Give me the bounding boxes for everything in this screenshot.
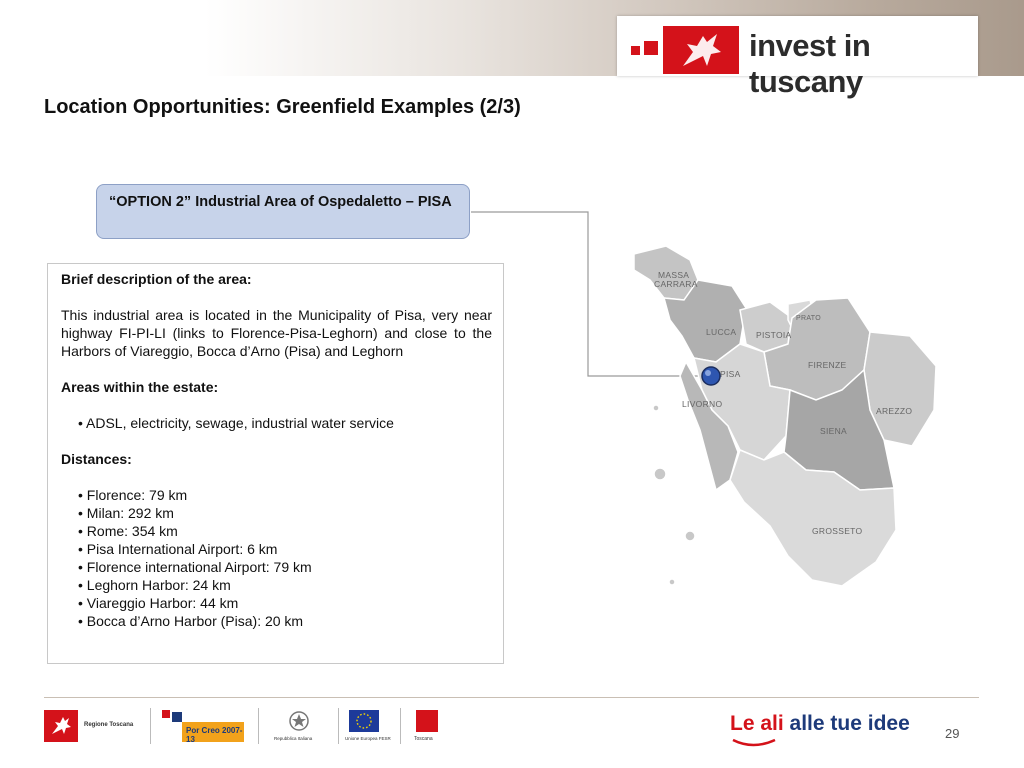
brief-text: This industrial area is located in the Municipality of Pisa, very near highway FI-PI-LI (links to Florence-Pisa-Leghorn) and close to the Harbors of Viareggio, Bocca d’Arno (Pisa) and Leghorn	[61, 307, 492, 359]
toscana-logo: Toscana	[410, 708, 450, 744]
label-grosseto: GROSSETO	[812, 526, 863, 536]
list-item: • Milan: 292 km	[78, 505, 174, 521]
slogan-swoosh	[731, 738, 777, 748]
footer-separator	[150, 708, 151, 744]
list-item: • Florence: 79 km	[78, 487, 188, 503]
logo-red-block	[663, 26, 739, 74]
list-item: • Pisa International Airport: 6 km	[78, 541, 278, 557]
list-item: • Leghorn Harbor: 24 km	[78, 577, 231, 593]
label-lucca: LUCCA	[706, 327, 737, 337]
regione-toscana-logo: Regione Toscana	[44, 708, 140, 744]
footer-divider	[44, 697, 979, 698]
label-arezzo: AREZZO	[876, 406, 913, 416]
footer-separator	[400, 708, 401, 744]
eu-stars-icon	[349, 710, 379, 732]
label-prato: PRATO	[796, 315, 821, 322]
label-livorno: LIVORNO	[682, 399, 723, 409]
footer-separator	[338, 708, 339, 744]
slogan-red-text: Le ali	[730, 712, 784, 735]
pegasus-icon	[663, 26, 739, 74]
footer-separator	[258, 708, 259, 744]
brief-heading: Brief description of the area:	[61, 271, 252, 287]
emblem-icon	[288, 710, 310, 732]
unione-europea-logo: Unione Europea FESR	[345, 708, 391, 744]
slogan	[730, 712, 910, 736]
list-item: • Florence international Airport: 79 km	[78, 559, 312, 575]
label-siena: SIENA	[820, 426, 848, 436]
slogan-text: alle tue idee	[783, 712, 910, 735]
por-creo-logo: Por Creo 2007-13	[160, 708, 250, 744]
pegasus-small-icon	[48, 714, 74, 738]
logo-square-medium	[644, 41, 658, 55]
label-pistoia: PISTOIA	[756, 330, 792, 340]
list-item: • Rome: 354 km	[78, 523, 178, 539]
brand-text: invest in tuscany	[749, 28, 871, 99]
tuscany-map	[620, 240, 960, 610]
option-callout: “OPTION 2” Industrial Area of Ospedaletto – PISA	[96, 184, 470, 239]
list-item: • Viareggio Harbor: 44 km	[78, 595, 239, 611]
page-title: Location Opportunities: Greenfield Examples (2/3)	[44, 96, 521, 118]
location-marker	[702, 367, 720, 385]
distances-heading: Distances:	[61, 451, 132, 467]
description-box	[47, 263, 504, 664]
label-carrara: CARRARA	[654, 279, 698, 289]
areas-heading: Areas within the estate:	[61, 379, 219, 395]
label-massa: MASSA	[658, 270, 690, 280]
label-firenze: FIRENZE	[808, 360, 847, 370]
label-pisa: PISA	[720, 369, 741, 379]
list-item: • ADSL, electricity, sewage, industrial water service	[78, 415, 394, 431]
invest-in-tuscany-logo	[617, 16, 978, 99]
logo-square-small	[631, 46, 640, 55]
page-number: 29	[945, 726, 960, 741]
list-item: • Bocca d’Arno Harbor (Pisa): 20 km	[78, 613, 304, 629]
repubblica-italiana-logo: Repubblica Italiana	[270, 708, 330, 744]
